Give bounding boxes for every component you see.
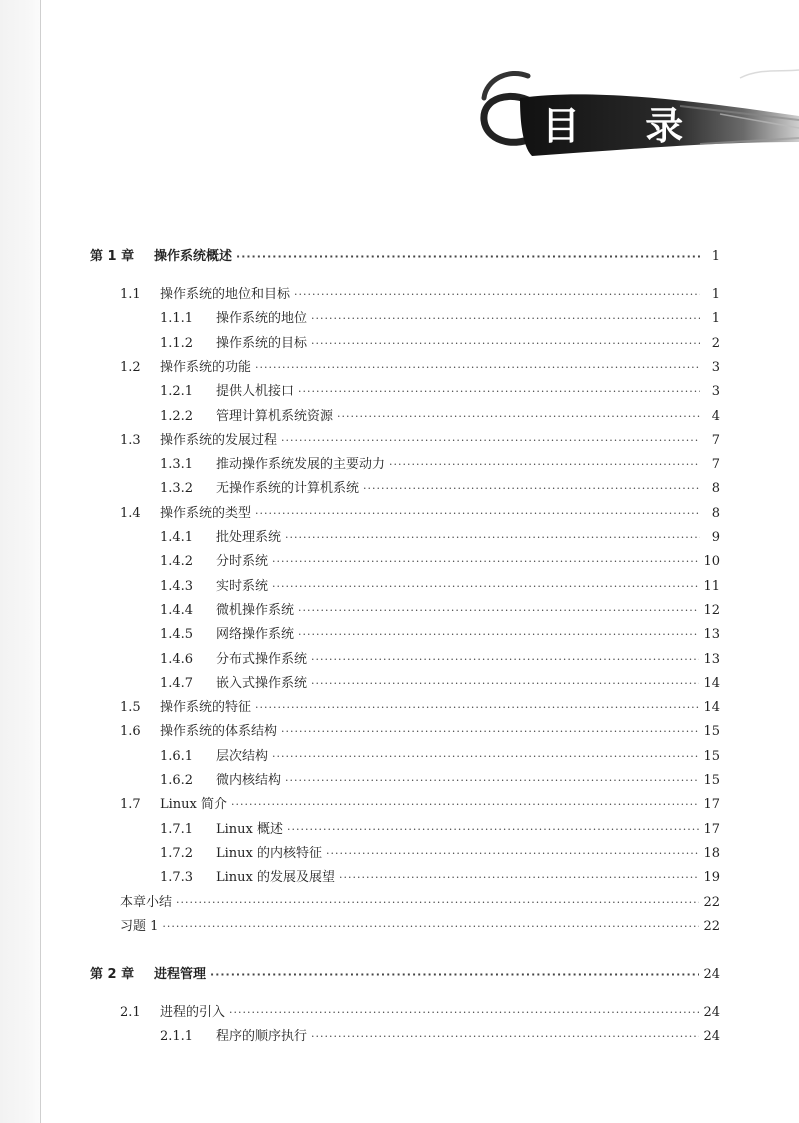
toc-entry[interactable]	[160, 406, 720, 428]
toc-entry-number: 1.7.3	[160, 870, 194, 886]
toc-leader-dots	[339, 867, 699, 889]
toc-entry-number: 1.7.2	[160, 845, 194, 861]
toc-entry-title: 操作系统的功能	[160, 359, 252, 375]
toc-page-number: 1	[711, 249, 720, 264]
toc-entry-title: 推动操作系统发展的主要动力	[216, 457, 386, 473]
toc-entry-number: 1.1.2	[160, 335, 194, 351]
toc-entry-title: 操作系统的地位和目标	[160, 287, 291, 302]
toc-entry[interactable]	[160, 478, 720, 500]
toc-header	[470, 58, 799, 168]
toc-entry-title: Linux 简介	[160, 797, 227, 813]
toc-entry[interactable]	[120, 721, 720, 743]
toc-page-number: 4	[711, 408, 720, 424]
toc-leader-dots	[255, 357, 700, 379]
toc-entry[interactable]	[160, 1026, 720, 1048]
toc-entry[interactable]	[160, 527, 720, 549]
toc-entry-title: 实时系统	[216, 578, 269, 594]
toc-entry-title: Linux 概述	[216, 821, 283, 837]
toc-page-number: 18	[703, 845, 720, 861]
toc-page-number: 8	[711, 505, 720, 521]
toc-page-number: 13	[703, 651, 720, 667]
toc-leader-dots	[337, 406, 700, 428]
toc-entry-number: 1.5	[120, 700, 141, 716]
toc-entry-title: 操作系统概述	[154, 249, 233, 264]
toc-leader-dots	[298, 600, 699, 622]
toc-leader-dots	[311, 308, 700, 330]
toc-chapter-entry[interactable]	[90, 964, 720, 986]
toc-entry[interactable]	[160, 673, 720, 695]
toc-leader-dots	[311, 673, 699, 695]
toc-entry-number: 1.6.2	[160, 773, 194, 788]
toc-entry-number: 1.2.2	[160, 408, 194, 424]
toc-entry[interactable]	[120, 284, 720, 306]
toc-entry-title: 提供人机接口	[216, 384, 295, 400]
toc-entry-number: 1.2.1	[160, 384, 194, 400]
toc-leader-dots	[162, 916, 699, 938]
toc-entry-title: 进程管理	[154, 966, 207, 982]
toc-entry-number: 1.4	[120, 505, 141, 521]
toc-entry-number: 1.7	[120, 797, 141, 813]
toc-leader-dots	[311, 649, 699, 671]
toc-entry-title: 操作系统的地位	[216, 311, 308, 327]
toc-entry[interactable]	[160, 649, 720, 671]
toc-entry[interactable]	[120, 503, 720, 525]
toc-page-number: 7	[711, 457, 720, 473]
toc-leader-dots	[389, 454, 700, 476]
toc-entry-title: 无操作系统的计算机系统	[216, 481, 360, 497]
toc-page-number: 19	[703, 870, 720, 886]
toc-leader-dots	[287, 819, 699, 841]
toc-leader-dots	[272, 746, 699, 768]
toc-entry-title: 进程的引入	[160, 1004, 226, 1020]
toc-entry-number: 1.4.5	[160, 627, 194, 643]
toc-page-number: 14	[703, 675, 720, 691]
toc-page-number: 1	[711, 311, 720, 327]
toc-page-number: 12	[703, 602, 720, 618]
toc-leader-dots	[281, 721, 699, 743]
toc-entry-title: 程序的顺序执行	[216, 1029, 308, 1045]
toc-entry[interactable]	[120, 357, 720, 379]
toc-entry[interactable]	[160, 746, 720, 768]
toc-entry-title: 网络操作系统	[216, 627, 295, 643]
toc-leader-dots	[294, 284, 700, 306]
toc-entry[interactable]	[160, 576, 720, 598]
toc-page-number: 14	[703, 700, 720, 716]
toc-entry[interactable]	[160, 624, 720, 646]
page-binding-edge	[40, 0, 41, 1123]
toc-entry-title: 管理计算机系统资源	[216, 408, 334, 424]
toc-entry-title: 层次结构	[216, 748, 269, 764]
toc-leader-dots	[229, 1002, 699, 1024]
toc-entry-number: 1.3.2	[160, 481, 194, 497]
toc-entry-title: 操作系统的目标	[216, 335, 308, 351]
toc-leader-dots	[176, 892, 699, 914]
toc-page-number: 24	[703, 1004, 720, 1020]
toc-entry[interactable]	[160, 770, 720, 792]
toc-entry-number: 1.6	[120, 724, 141, 740]
toc-page-number: 1	[711, 287, 720, 302]
toc-entry-title: 操作系统的发展过程	[160, 432, 278, 448]
toc-entry-title: Linux 的内核特征	[216, 845, 322, 861]
toc-leader-dots	[311, 333, 700, 355]
toc-page-number: 15	[703, 748, 720, 764]
toc-entry-number: 1.1	[120, 287, 141, 302]
toc-entry-number: 1.4.6	[160, 651, 194, 667]
toc-entry-title: 分时系统	[216, 554, 269, 570]
toc-leader-dots	[255, 697, 699, 719]
toc-page-number: 3	[711, 359, 720, 375]
toc-page-number: 11	[703, 578, 720, 594]
toc-leader-dots	[298, 624, 699, 646]
page-title: 目 录	[542, 104, 710, 148]
toc-entry-title: 分布式操作系统	[216, 651, 308, 667]
toc-entry-title: 操作系统的特征	[160, 700, 252, 716]
toc-entry-title: 嵌入式操作系统	[216, 675, 308, 691]
toc-leader-dots	[255, 503, 700, 525]
toc-page-number: 24	[703, 1029, 720, 1045]
toc-entry[interactable]	[160, 333, 720, 355]
toc-page-number: 24	[703, 966, 720, 982]
toc-entry[interactable]	[160, 819, 720, 841]
toc-entry-number: 1.2	[120, 359, 141, 375]
toc-entry-number: 1.7.1	[160, 821, 194, 837]
toc-entry[interactable]	[120, 430, 720, 452]
toc-entry-number: 1.4.3	[160, 578, 194, 594]
toc-entry-number: 第 1 章	[90, 249, 135, 264]
toc-page-number: 22	[703, 894, 720, 910]
toc-page-number: 15	[703, 724, 720, 740]
toc-chapter-entry[interactable]	[90, 246, 720, 268]
toc-entry-number: 1.1.1	[160, 311, 194, 327]
toc-page-number: 13	[703, 627, 720, 643]
toc-page-number: 15	[703, 773, 720, 788]
toc-entry-number: 2.1	[120, 1004, 141, 1020]
toc-entry-title: 批处理系统	[216, 530, 282, 545]
toc-page-number: 3	[711, 384, 720, 400]
toc-entry[interactable]	[120, 916, 720, 938]
toc-page-number: 10	[703, 554, 720, 570]
toc-entry-title: Linux 的发展及展望	[216, 870, 335, 886]
toc-page-number: 17	[703, 821, 720, 837]
toc-leader-dots	[363, 478, 700, 500]
toc-entry-title: 本章小结	[120, 894, 173, 910]
toc-leader-dots	[298, 381, 700, 403]
toc-entry[interactable]	[120, 1002, 720, 1024]
toc-page-number: 7	[711, 432, 720, 448]
toc-entry-number: 1.4.4	[160, 602, 194, 618]
toc-entry-title: 微内核结构	[216, 773, 282, 788]
toc-entry-number: 1.4.7	[160, 675, 194, 691]
toc-entry-number: 1.4.1	[160, 530, 194, 545]
toc-entry-number: 1.3	[120, 432, 141, 448]
toc-entry-title: 习题 1	[120, 918, 159, 934]
toc-page-number: 22	[703, 918, 720, 934]
toc-page-number: 8	[711, 481, 720, 497]
toc-entry[interactable]	[120, 697, 720, 719]
toc-entry[interactable]	[160, 843, 720, 865]
toc-entry-number: 1.3.1	[160, 457, 194, 473]
toc-entry-title: 操作系统的类型	[160, 505, 252, 521]
toc-page-number: 9	[711, 530, 720, 545]
toc-leader-dots	[272, 576, 699, 598]
toc-leader-dots	[231, 794, 699, 816]
toc-entry-number: 1.4.2	[160, 554, 194, 570]
toc-leader-dots	[210, 964, 699, 986]
toc-leader-dots	[326, 843, 699, 865]
toc-leader-dots	[236, 246, 700, 268]
toc-entry[interactable]	[120, 892, 720, 914]
toc-entry[interactable]	[160, 867, 720, 889]
page-binding-shadow	[0, 0, 40, 1123]
toc-entry-number: 1.6.1	[160, 748, 194, 764]
toc-entry[interactable]	[160, 381, 720, 403]
toc-entry[interactable]	[160, 600, 720, 622]
toc-entry[interactable]	[160, 551, 720, 573]
toc-entry-title: 操作系统的体系结构	[160, 724, 278, 740]
toc-entry-title: 微机操作系统	[216, 602, 295, 618]
toc-entry-number: 第 2 章	[90, 966, 135, 982]
toc-page-number: 2	[711, 335, 720, 351]
toc-leader-dots	[285, 770, 699, 792]
toc-entry[interactable]	[120, 794, 720, 816]
toc-leader-dots	[285, 527, 700, 549]
toc-leader-dots	[281, 430, 700, 452]
toc-entry[interactable]	[160, 454, 720, 476]
toc-page-number: 17	[703, 797, 720, 813]
toc-leader-dots	[311, 1026, 699, 1048]
toc-entry-number: 2.1.1	[160, 1029, 194, 1045]
toc-entry[interactable]	[160, 308, 720, 330]
toc-leader-dots	[272, 551, 699, 573]
